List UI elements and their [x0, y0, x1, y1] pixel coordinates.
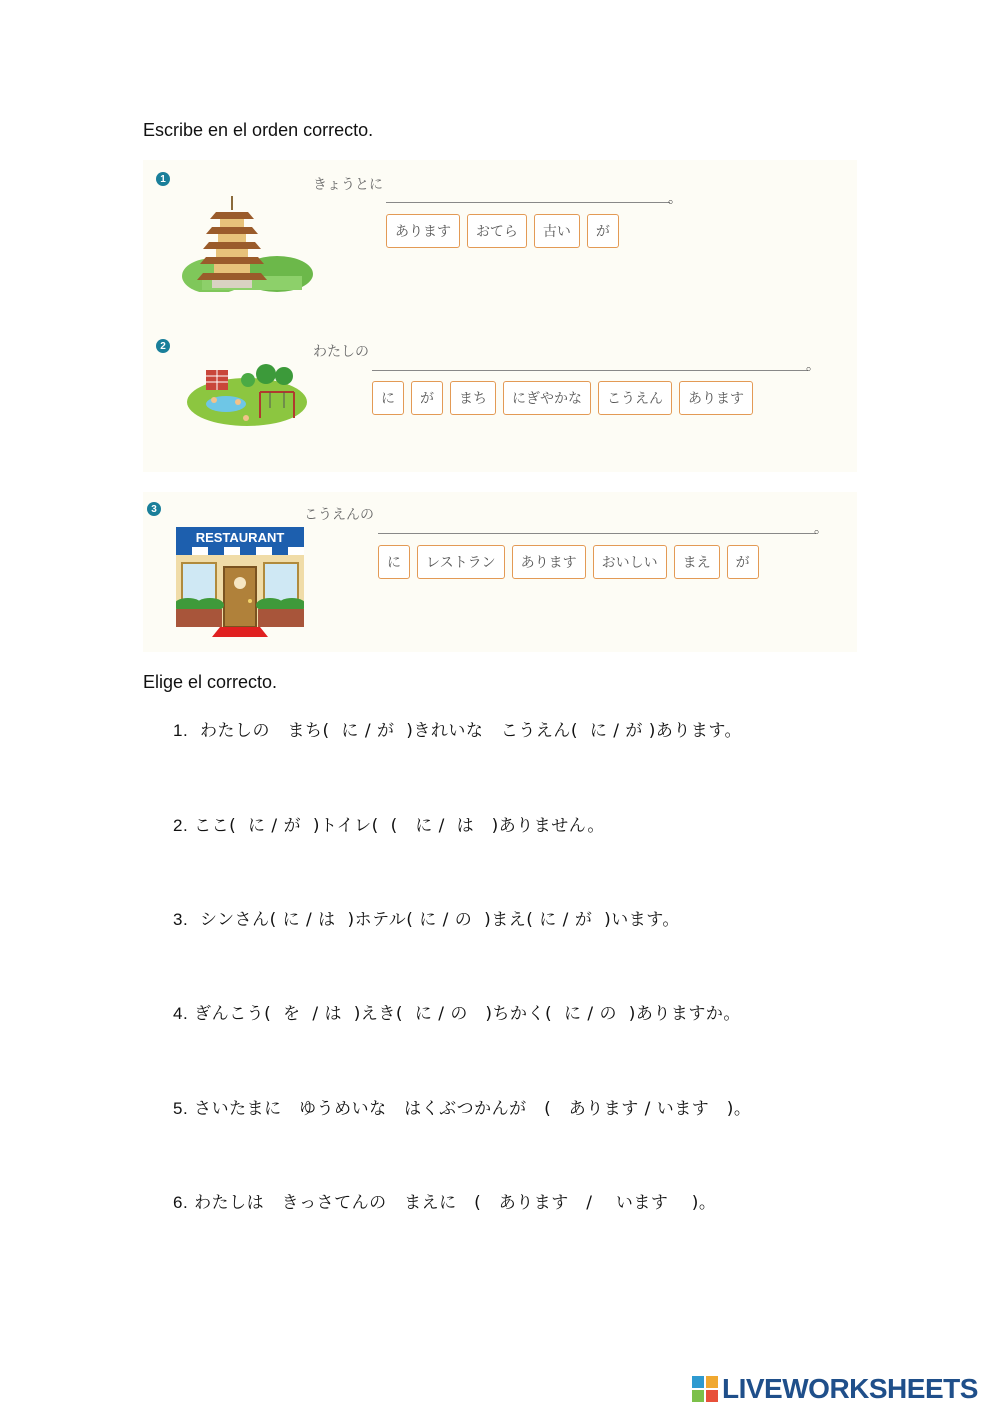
- question-text[interactable]: さいたまに ゆうめいな はくぶつかんが ( あります / います )。: [188, 1099, 752, 1119]
- question-6: [173, 1188, 716, 1213]
- word-chip[interactable]: おいしい: [593, 545, 667, 579]
- question-text[interactable]: ぎんこう( を / は )えき( に / の )ちかく( に / の )ありますか。: [188, 1004, 741, 1024]
- liveworksheets-logo-icon: [692, 1376, 718, 1402]
- question-number: 3.: [173, 910, 189, 929]
- question-2: [173, 811, 605, 836]
- word-chip[interactable]: に: [378, 545, 410, 579]
- word-chip[interactable]: 古い: [534, 214, 580, 248]
- word-chip-row: [372, 381, 753, 415]
- question-number: 5.: [173, 1099, 189, 1118]
- word-chip[interactable]: にぎやかな: [503, 381, 591, 415]
- word-chip[interactable]: あります: [512, 545, 586, 579]
- section2-heading: Elige el correcto.: [143, 672, 278, 692]
- item-number-badge: 3: [147, 502, 161, 516]
- item-prompt: きょうとに: [313, 177, 383, 193]
- pagoda-image: [182, 192, 314, 292]
- word-chip[interactable]: あります: [386, 214, 460, 248]
- question-text[interactable]: シンさん( に / は )ホテル( に / の )まえ( に / が )います。: [188, 910, 680, 930]
- question-1: [173, 716, 742, 741]
- word-chip[interactable]: に: [372, 381, 404, 415]
- section1-heading: Escribe en el orden correcto.: [143, 120, 374, 140]
- word-chip[interactable]: レストラン: [417, 545, 505, 579]
- park-image: [186, 362, 308, 430]
- word-chip[interactable]: まえ: [674, 545, 720, 579]
- item-number-badge: 1: [156, 172, 170, 186]
- sentence-end: 。: [806, 358, 820, 374]
- question-number: 1.: [173, 721, 189, 740]
- question-number: 2.: [173, 816, 189, 835]
- word-chip[interactable]: おてら: [467, 214, 527, 248]
- word-chip-row: [386, 214, 619, 248]
- answer-line[interactable]: [386, 202, 670, 203]
- question-number: 4.: [173, 1004, 189, 1023]
- item-number-badge: 2: [156, 339, 170, 353]
- question-3: [173, 905, 680, 930]
- storefront-icon: [176, 547, 304, 639]
- question-text[interactable]: ここ( に / が )トイレ( ( に / は )ありません。: [188, 816, 605, 836]
- question-5: [173, 1094, 751, 1119]
- word-chip[interactable]: が: [411, 381, 443, 415]
- restaurant-image: [176, 527, 304, 639]
- question-number: 6.: [173, 1193, 189, 1212]
- sentence-end: 。: [814, 521, 828, 537]
- sentence-end: 。: [668, 191, 682, 207]
- answer-line[interactable]: [372, 370, 808, 371]
- logo-text: LIVEWORKSHEETS: [722, 1373, 978, 1404]
- word-chip[interactable]: が: [727, 545, 759, 579]
- restaurant-sign: RESTAURANT: [176, 527, 304, 547]
- word-chip[interactable]: こうえん: [598, 381, 672, 415]
- item-prompt: こうえんの: [304, 507, 374, 523]
- answer-line[interactable]: [378, 533, 816, 534]
- item-prompt: わたしの: [313, 344, 369, 360]
- word-chip[interactable]: あります: [679, 381, 753, 415]
- liveworksheets-logo[interactable]: [692, 1373, 978, 1405]
- word-chip[interactable]: まち: [450, 381, 496, 415]
- word-chip-row: [378, 545, 759, 579]
- question-text[interactable]: わたしの まち( に / が )きれいな こうえん( に / が )あります。: [188, 721, 743, 741]
- question-4: [173, 999, 741, 1024]
- word-chip[interactable]: が: [587, 214, 619, 248]
- question-text[interactable]: わたしは きっさてんの まえに ( あります / います )。: [188, 1193, 717, 1213]
